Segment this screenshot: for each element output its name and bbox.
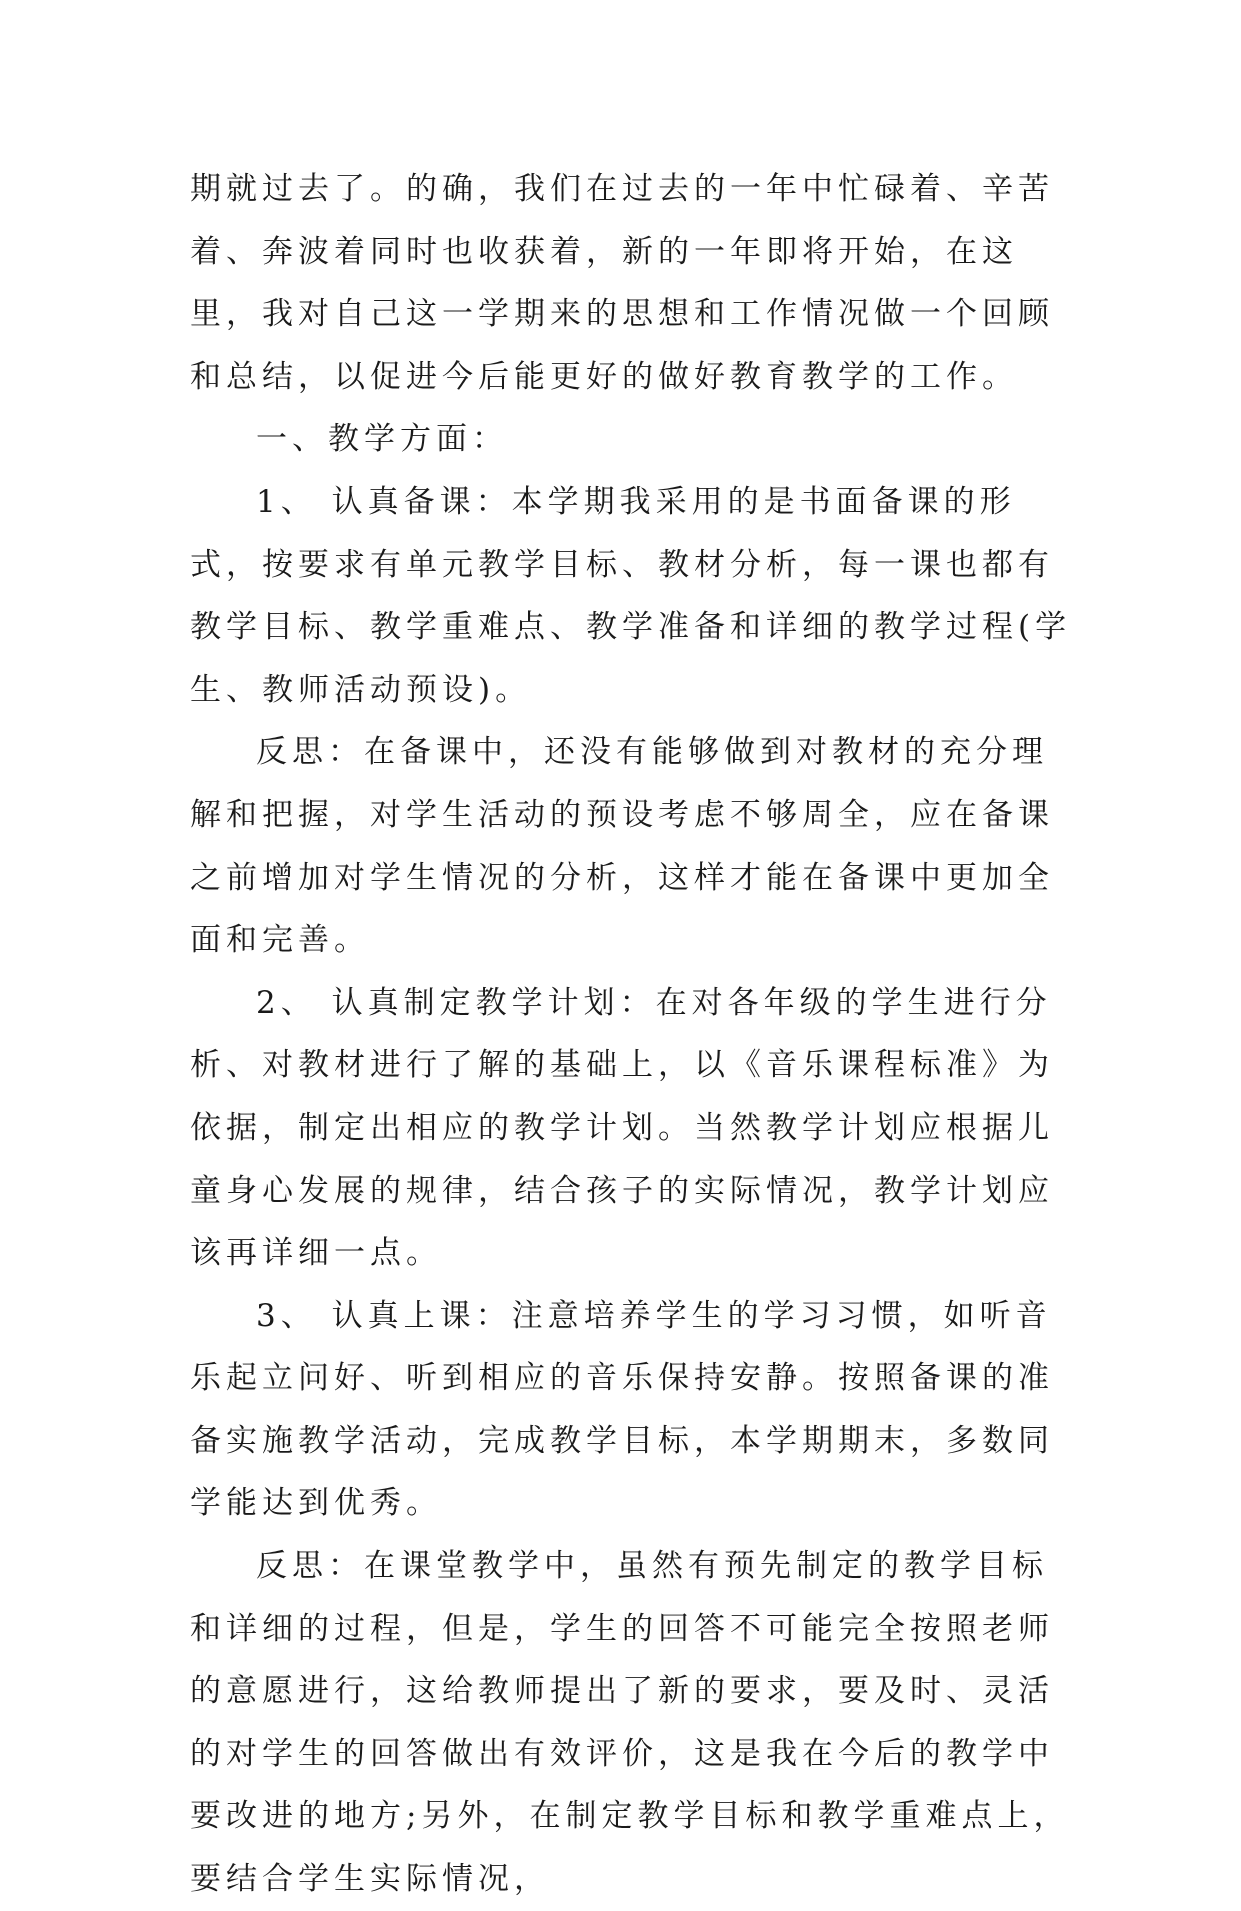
section-heading-teaching: 一、教学方面： (256, 421, 508, 458)
paragraph-intro: 期就过去了。的确，我们在过去的一年中忙碌着、辛苦着、奔波着同时也收获着，新的一年即将开始，在这里，我对自己这一学期来的思想和工作情况做一个回顾和总结，以促进今后能更好的做好教育教学的工作。 (190, 171, 1054, 395)
paragraph-lesson-prep: 1、 认真备课：本学期我采用的是书面备课的形式，按要求有单元教学目标、教材分析，每一课也都有教学目标、教学重难点、教学准备和详细的教学过程(学生、教师活动预设)。 (190, 483, 1072, 708)
paragraph-reflection-prep: 反思：在备课中，还没有能够做到对教材的充分理解和把握，对学生活动的预设考虑不够周全，应在备课之前增加对学生情况的分析，这样才能在备课中更加全面和完善。 (190, 734, 1054, 959)
document-body (190, 158, 1080, 1911)
paragraph-class-teaching: 3、 认真上课：注意培养学生的学习习惯，如听音乐起立问好、听到相应的音乐保持安静。按照备课的准备实施教学活动，完成教学目标，本学期期末，多数同学能达到优秀。 (190, 1297, 1054, 1522)
paragraph-reflection-class: 反思：在课堂教学中，虽然有预先制定的教学目标和详细的过程，但是，学生的回答不可能完全按照老师的意愿进行，这给教师提出了新的要求，要及时、灵活的对学生的回答做出有效评价，这是我在今后的教学中要改进的地方;另外，在制定教学目标和教学重难点上，要结合学生实际情况， (190, 1548, 1070, 1898)
paragraph-teaching-plan: 2、 认真制定教学计划：在对各年级的学生进行分析、对教材进行了解的基础上，以《音乐课程标准》为依据，制定出相应的教学计划。当然教学计划应根据儿童身心发展的规律，结合孩子的实际情况，教学计划应该再详细一点。 (190, 984, 1054, 1272)
